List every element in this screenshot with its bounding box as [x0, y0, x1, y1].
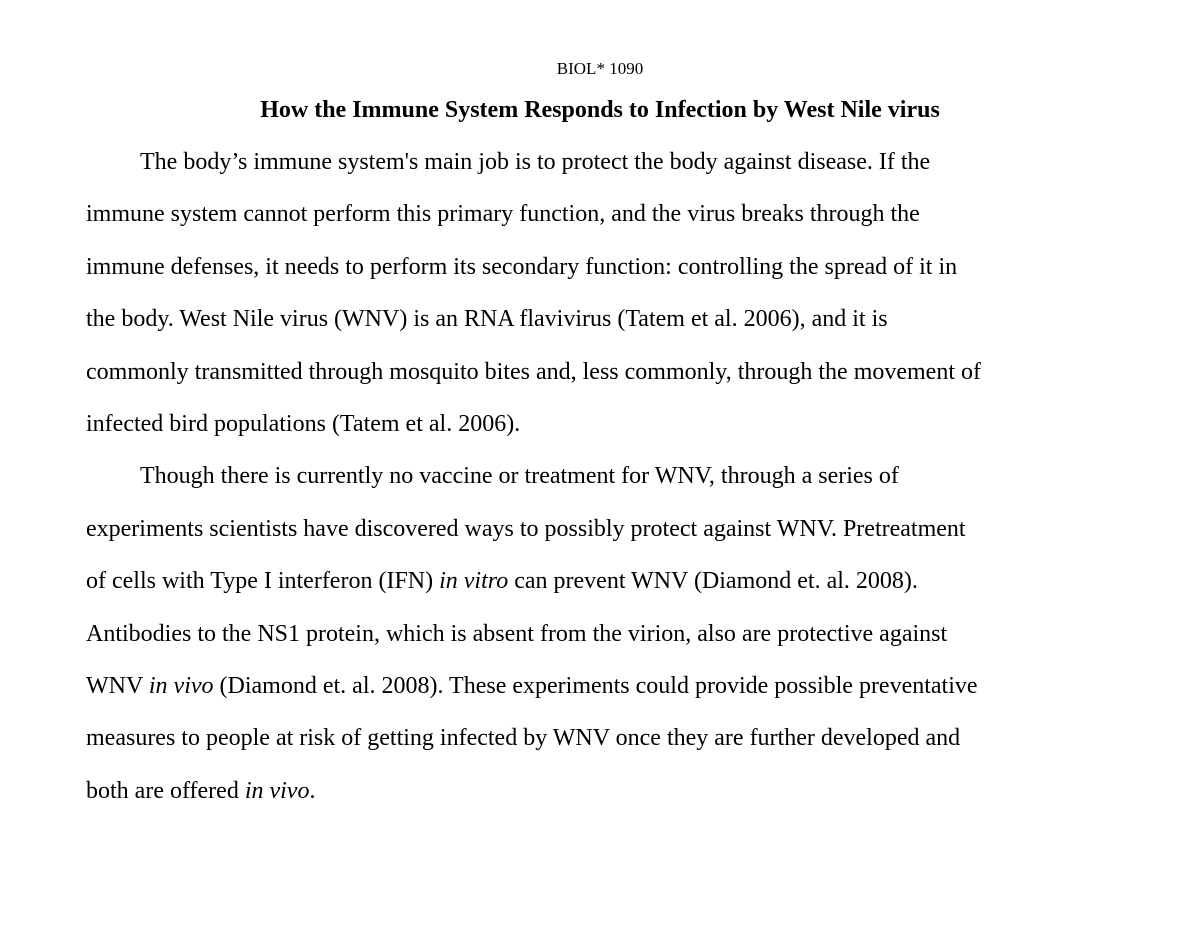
text-run: Antibodies to the NS1 protein, which is absent from the virion, also are protective against [86, 620, 948, 647]
text-line [86, 398, 1116, 450]
essay-title: How the Immune System Responds to Infection by West Nile virus [260, 97, 940, 123]
text-run: experiments scientists have discovered ways to possibly protect against WNV. Pretreatment [86, 515, 966, 542]
text-line [86, 188, 1116, 240]
text-run: WNV [86, 673, 149, 700]
text-run: infected bird populations (Tatem et al. 2006). [86, 411, 521, 438]
text-line [86, 503, 1116, 555]
text-line [86, 765, 1116, 817]
text-line [86, 136, 1116, 188]
italic-term: in vivo [148, 673, 214, 700]
text-run: (Diamond et. al. 2008). These experiments could provide possible preventative [213, 673, 978, 700]
text-line [86, 450, 1116, 502]
text-run: commonly transmitted through mosquito bites and, less commonly, through the movement of [86, 358, 981, 385]
text-run: The body’s immune system's main job is to protect the body against disease. If the [140, 149, 931, 175]
text-line [86, 555, 1116, 607]
text-run: can prevent WNV (Diamond et. al. 2008). [508, 568, 918, 595]
text-line [86, 712, 1116, 764]
paragraph-1 [86, 136, 1116, 450]
text-run: immune defenses, it needs to perform its secondary function: controlling the spread of it in [86, 253, 958, 280]
text-line [86, 346, 1116, 398]
paragraph-2 [86, 450, 1116, 817]
text-line [86, 660, 1116, 712]
text-line [86, 293, 1116, 345]
text-run: the body. West Nile virus (WNV) is an RNA flavivirus (Tatem et al. 2006), and it is [86, 306, 888, 333]
text-run: both are offered [86, 777, 245, 804]
text-run: . [309, 777, 316, 804]
essay-body [86, 136, 1116, 817]
text-run: measures to people at risk of getting infected by WNV once they are further developed and [86, 725, 961, 752]
course-code: BIOL* 1090 [556, 59, 644, 78]
italic-term: in vitro [439, 568, 509, 595]
text-run: of cells with Type I interferon (IFN) [86, 568, 440, 595]
text-run: immune system cannot perform this primary function, and the virus breaks through the [86, 201, 920, 228]
text-run: Though there is currently no vaccine or treatment for WNV, through a series of [140, 463, 899, 490]
text-line [86, 241, 1116, 293]
text-line [86, 608, 1116, 660]
italic-term: in vivo [244, 777, 310, 804]
